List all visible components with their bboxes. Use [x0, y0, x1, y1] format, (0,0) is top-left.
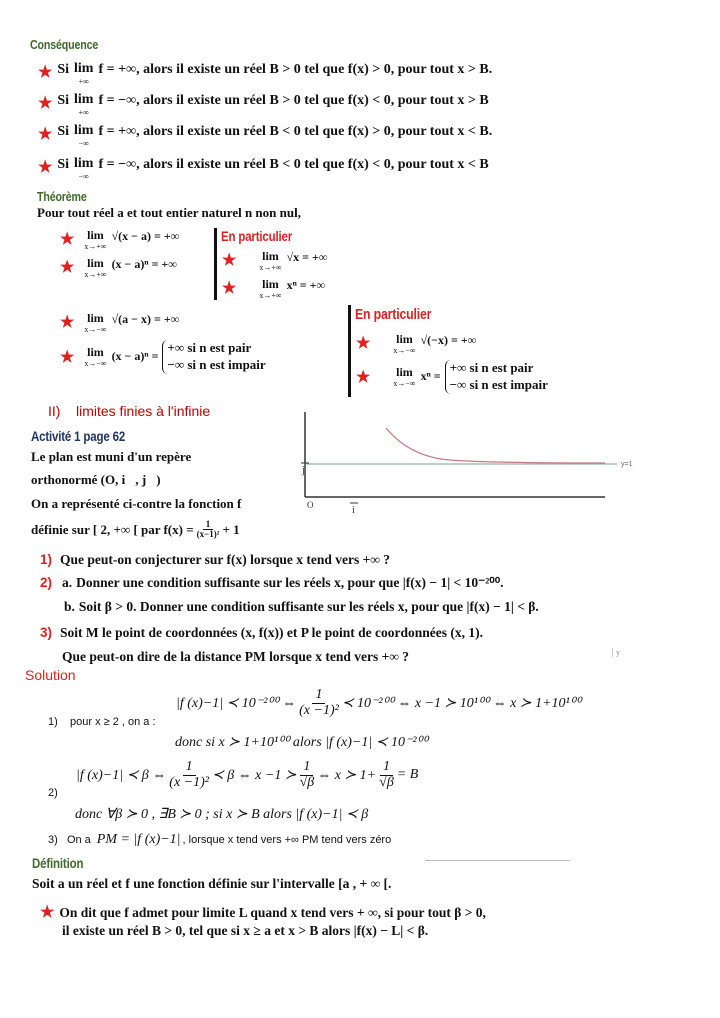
expression: √(−x) = +∞	[420, 333, 477, 347]
definition-text: Soit a un réel et f une fonction définie sur l'intervalle [a , + ∞ [.	[32, 876, 392, 891]
solution-3-text: , lorsque x tend vers +∞ PM tend vers zéro	[182, 834, 392, 846]
case-odd: −∞ si n est impair	[449, 376, 548, 392]
theorem-plus-item	[60, 257, 177, 279]
lim-sub: x→+∞	[84, 270, 107, 279]
fraction	[197, 520, 220, 540]
lim-word: lim	[87, 311, 104, 325]
function-curve	[386, 428, 605, 463]
divider	[348, 305, 351, 397]
lim-sub: −∞	[78, 172, 89, 181]
solution-2-label: 2)	[48, 787, 58, 799]
theorem-minus-item	[60, 312, 179, 334]
si-word: Si	[57, 62, 70, 77]
star-icon: ★	[356, 335, 371, 352]
lim-word: lim	[396, 332, 413, 346]
consequence-text: f = +∞, alors il existe un réel B > 0 tel que f(x) > 0, pour tout x > B.	[98, 62, 493, 77]
expression: xⁿ = +∞	[286, 278, 325, 292]
question-number: 1)	[40, 552, 53, 567]
star-icon: ★	[222, 280, 237, 297]
question-3-followup: Que peut-on dire de la distance PM lorsque x tend vers +∞ ?	[62, 649, 410, 664]
section-heading: II) limites finies à l'infinie	[48, 403, 211, 419]
lim-word: lim	[87, 228, 104, 242]
definition-heading: Définition	[32, 855, 84, 871]
definition-item-text: On dit que f admet pour limite L quand x tend vers + ∞, si pour tout β > 0,	[59, 905, 486, 920]
solution-3-label: 3) On a	[48, 834, 91, 846]
case-even: +∞ si n est pair	[449, 360, 534, 375]
definition-text: + 1	[222, 521, 240, 537]
star-icon: ★	[38, 159, 53, 176]
lim-word: lim	[74, 123, 94, 138]
consequence-item	[38, 157, 489, 181]
denominator: √β	[379, 774, 394, 790]
lim-word: lim	[74, 92, 94, 107]
expression: (x − a)ⁿ = +∞	[111, 257, 177, 271]
lim-sub: x→+∞	[259, 263, 282, 272]
star-icon: ★	[38, 64, 53, 81]
solution-2-conclusion: donc ∀β ≻ 0 , ∃B ≻ 0 ; si x ≻ B alors |f (x)−1| ≺ β	[75, 807, 369, 822]
denominator: (x −1)²	[169, 774, 209, 790]
star-icon: ★	[60, 314, 75, 331]
star-icon: ★	[60, 348, 75, 366]
consequence-item	[38, 124, 492, 148]
question-text: Donner une condition suffisante sur les réels x, pour que |f(x) − 1| < 10⁻²⁰⁰.	[76, 575, 504, 590]
lim-word: lim	[74, 61, 94, 76]
definition-item	[40, 902, 486, 922]
formula-part: ≺ 10⁻²⁰⁰ ⇔ x −1 ≻ 10¹⁰⁰ ⇔ x ≻ 1+10¹⁰⁰	[341, 695, 581, 711]
particular-heading: En particulier	[355, 306, 432, 323]
denominator: √β	[299, 774, 315, 790]
lim-sub: +∞	[78, 108, 89, 117]
formula-part: ≺ β ⇔ x −1 ≻	[211, 767, 297, 783]
expression: √(x − a) = +∞	[111, 229, 180, 243]
formula-part: PM = |f (x)−1|	[96, 832, 181, 847]
lim-sub: x→−∞	[393, 378, 416, 388]
si-word: Si	[57, 93, 70, 108]
numerator: 1	[380, 760, 393, 776]
lim-sub: +∞	[78, 77, 89, 86]
divider	[214, 228, 217, 300]
expression: √x = +∞	[286, 250, 328, 264]
star-icon: ★	[38, 126, 53, 143]
question-1	[40, 552, 390, 568]
star-icon: ★	[38, 95, 53, 112]
numerator: 1	[183, 760, 196, 776]
lim-word: lim	[396, 364, 413, 379]
consequence-text: f = −∞, alors il existe un réel B > 0 tel que f(x) < 0, pour tout x > B	[98, 93, 489, 108]
solution-heading: Solution	[25, 667, 76, 683]
fraction	[379, 760, 394, 790]
sub-label: a.	[62, 575, 73, 590]
definition-text: définie sur [ 2, +∞ [ par f(x) =	[31, 521, 194, 537]
lim-word: lim	[87, 256, 104, 270]
theorem-minus-item	[60, 340, 266, 374]
expression: √(a − x) = +∞	[111, 312, 180, 326]
solution-1-formula	[176, 688, 581, 718]
activity-heading: Activité 1 page 62	[31, 428, 126, 444]
activity-text: Le plan est muni d'un repère	[31, 449, 192, 464]
numerator: 1	[312, 688, 325, 704]
question-text: Soit M le point de coordonnées (x, f(x)) et P le point de coordonnées (x, 1).	[60, 625, 483, 640]
star-icon: ★	[356, 368, 371, 386]
question-text: Que peut-on conjecturer sur f(x) lorsque x tend vers +∞ ?	[60, 552, 391, 567]
lim-sub: −∞	[78, 139, 89, 148]
definition-item-continued: il existe un réel B > 0, tel que si x ≥ a et x > B alors |f(x) − L| < β.	[62, 923, 429, 938]
divider	[425, 860, 570, 861]
sub-label: b.	[64, 599, 75, 614]
denominator: (x−1)²	[196, 529, 220, 540]
star-icon: ★	[40, 904, 55, 921]
expression: xⁿ =	[420, 369, 441, 384]
cases	[445, 360, 548, 394]
activity-text: On a représenté ci-contre la fonction f	[31, 496, 242, 511]
expression: (x − a)ⁿ =	[111, 349, 159, 364]
solution-1-conclusion: donc si x ≻ 1+10¹⁰⁰ alors |f (x)−1| ≺ 10⁻²⁰⁰	[175, 735, 428, 750]
j-vector-label: j	[302, 465, 305, 476]
consequence-item	[38, 93, 489, 117]
particular-item	[222, 278, 325, 300]
lim-word: lim	[262, 277, 279, 291]
formula-part: |f (x)−1| ≺ β ⇔	[76, 767, 167, 783]
function-graph	[290, 405, 650, 520]
lim-sub: x→−∞	[84, 358, 107, 368]
particular-item	[356, 360, 548, 394]
formula-part: ⇔ x ≻ 1+	[317, 767, 377, 783]
fraction	[299, 688, 339, 718]
lim-sub: x→−∞	[84, 325, 107, 334]
consequence-text: f = −∞, alors il existe un réel B < 0 tel que f(x) < 0, pour tout x < B	[98, 157, 489, 172]
consequence-item	[38, 62, 492, 86]
star-icon: ★	[222, 252, 237, 269]
star-icon: ★	[60, 231, 75, 248]
lim-word: lim	[74, 156, 94, 171]
consequence-text: f = +∞, alors il existe un réel B < 0 tel que f(x) > 0, pour tout x < B.	[98, 124, 493, 139]
theorem-heading: Théorème	[37, 189, 87, 204]
formula-part: |f (x)−1| ≺ 10⁻²⁰⁰ ⇔	[176, 695, 297, 711]
consequence-heading: Conséquence	[30, 37, 99, 52]
lim-sub: x→+∞	[84, 242, 107, 251]
case-odd: −∞ si n est impair	[167, 356, 266, 372]
fraction	[169, 760, 209, 790]
case-even: +∞ si n est pair	[167, 340, 252, 355]
question-text: Soit β > 0. Donner une condition suffisante sur les réels x, pour que |f(x) − 1| < β.	[78, 599, 539, 614]
cases	[162, 340, 265, 374]
solution-2-formula	[76, 760, 418, 790]
lim-word: lim	[87, 344, 104, 359]
question-2a	[40, 575, 504, 591]
fraction	[300, 760, 315, 790]
stray-mark: y	[612, 648, 620, 657]
denominator: (x −1)²	[299, 702, 339, 718]
formula-part: = B	[396, 767, 419, 783]
function-definition	[31, 520, 240, 540]
theorem-plus-item	[60, 229, 179, 251]
particular-item	[356, 333, 476, 355]
star-icon: ★	[60, 259, 75, 276]
theorem-intro: Pour tout réel a et tout entier naturel n non nul,	[37, 205, 301, 220]
si-word: Si	[57, 157, 70, 172]
question-2b	[64, 599, 539, 615]
activity-text: orthonormé (O, i⃗, j⃗)	[31, 472, 161, 487]
particular-heading: En particulier	[221, 228, 293, 244]
question-number: 3)	[40, 625, 53, 640]
solution-1-label: 1) pour x ≥ 2 , on a :	[48, 716, 156, 728]
lim-sub: x→−∞	[393, 346, 416, 355]
question-number: 2)	[40, 575, 53, 590]
solution-3	[48, 832, 391, 848]
particular-item	[222, 250, 327, 272]
lim-word: lim	[262, 249, 279, 263]
numerator: 1	[300, 760, 313, 776]
numerator: 1	[203, 520, 214, 530]
si-word: Si	[57, 124, 70, 139]
i-vector-label: i	[352, 505, 355, 516]
question-3	[40, 625, 483, 641]
asymptote-label: y=1	[621, 461, 633, 468]
origin-label: O	[307, 500, 314, 510]
lim-sub: x→+∞	[259, 291, 282, 300]
